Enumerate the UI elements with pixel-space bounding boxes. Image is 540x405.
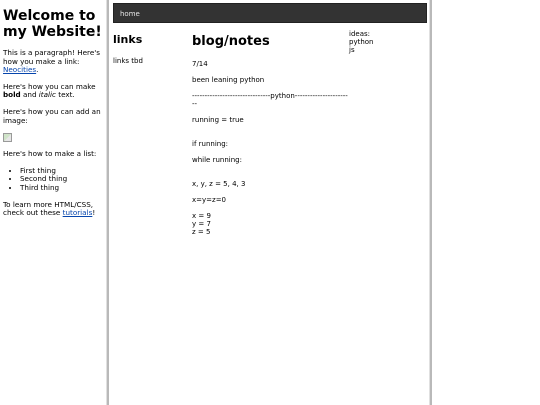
code-block (192, 212, 350, 236)
links-text: links tbd (113, 57, 143, 65)
ideas-title: ideas: (349, 30, 370, 38)
italic-text: italic (38, 90, 56, 100)
list-paragraph: Here's how to make a list: (3, 149, 97, 159)
broken-image-icon (3, 133, 12, 142)
blog-separator: -------------------------------python----------------------- (192, 92, 348, 108)
image-paragraph: Here's how you can add an image: (3, 106, 101, 125)
nav-bar (113, 3, 427, 23)
idea-item: js (349, 46, 355, 54)
list-item: • Second thing (20, 175, 106, 184)
code-line: z = 5 (192, 228, 211, 236)
code-line: x=y=z=0 (192, 196, 227, 204)
code-line: x, y, z = 5, 4, 3 (192, 180, 246, 188)
blog-heading: blog/notes (192, 34, 270, 49)
code-line: running = true (192, 116, 244, 124)
nav-home-link[interactable]: home (120, 10, 140, 18)
format-paragraph (3, 83, 106, 100)
learn-end: ! (92, 208, 96, 218)
blog-line: been leaning python (192, 76, 265, 84)
spacer (192, 132, 350, 140)
ideas-column (349, 30, 419, 54)
blog-column (192, 34, 350, 236)
format-text-start: Here's how you can make (3, 81, 96, 91)
left-column (0, 0, 106, 405)
list-item: • First thing (20, 167, 106, 176)
spacer (192, 172, 350, 180)
idea-item: python (349, 38, 374, 46)
blog-date: 7/14 (192, 60, 208, 68)
intro-text: This is a paragraph! Here's how you make a link: (3, 48, 100, 66)
code-line: while running: (192, 156, 242, 164)
code-line: y = 7 (192, 220, 211, 228)
example-list (3, 167, 106, 193)
left-divider (106, 0, 109, 405)
bold-text: bold (3, 90, 21, 100)
intro-paragraph (3, 49, 106, 75)
code-line: if running: (192, 140, 229, 148)
neocities-link[interactable]: Neocities (3, 65, 37, 75)
code-line: x = 9 (192, 212, 211, 220)
learn-text: To learn more HTML/CSS, check out these (3, 199, 94, 218)
page-title: Welcome to my Website! (3, 8, 102, 40)
tutorials-link[interactable]: tutorials (62, 208, 93, 218)
format-text-mid: and (20, 90, 39, 100)
right-divider (429, 0, 432, 405)
format-text-end: text. (55, 90, 75, 100)
intro-end: . (36, 65, 39, 75)
learn-paragraph (3, 201, 106, 218)
links-column (113, 33, 183, 65)
links-heading: links (113, 33, 143, 46)
list-item: • Third thing (20, 184, 106, 193)
